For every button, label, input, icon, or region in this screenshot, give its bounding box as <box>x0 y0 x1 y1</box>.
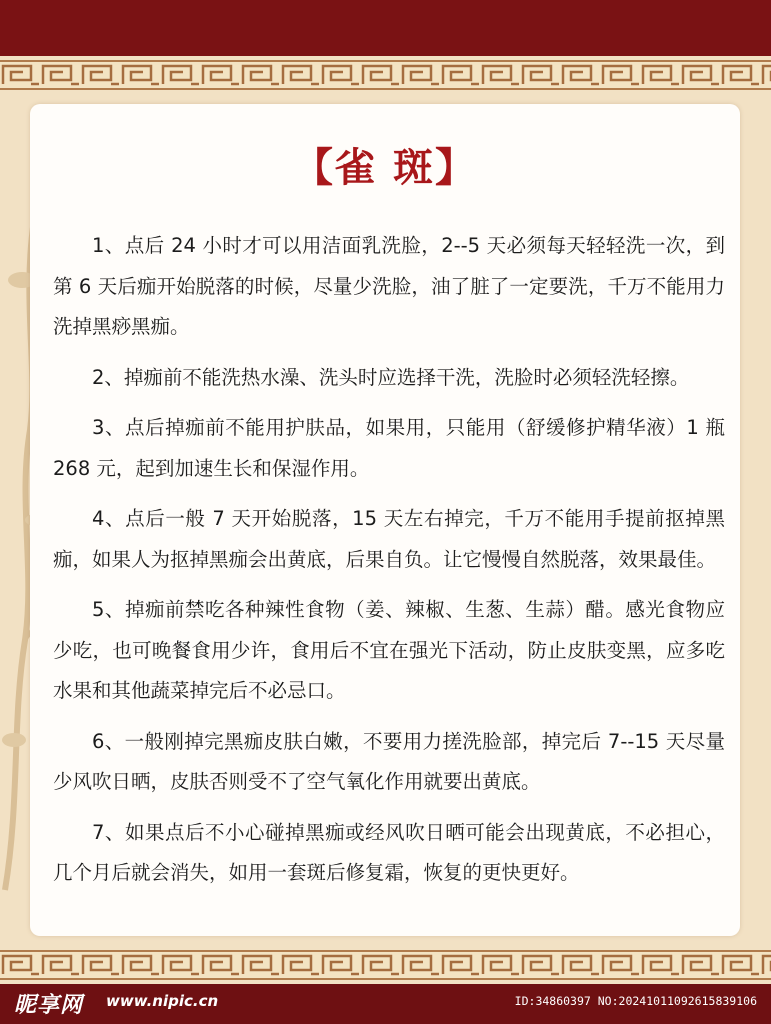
watermark-url: www.nipic.cn <box>106 992 219 1010</box>
list-item: 6、一般刚掉完黑痂皮肤白嫩，不要用力搓洗脸部，掉完后 7--15 天尽量少风吹日晒，皮肤否则受不了空气氧化作用就要出黄底。 <box>53 729 725 793</box>
page-title: 【雀 斑】 <box>293 145 477 191</box>
content-card <box>30 104 740 936</box>
fret-border-top <box>0 60 771 90</box>
list-item: 1、点后 24 小时才可以用洁面乳洗脸，2--5 天必须每天轻轻洗一次，到第 6 天后痂开始脱落的时候，尽量少洗脸，油了脏了一定要洗，千万不能用力洗掉黑痧黑痂。 <box>53 234 725 338</box>
list-item: 2、掉痂前不能洗热水澡、洗头时应选择干洗，洗脸时必须轻洗轻擦。 <box>92 365 690 389</box>
top-band <box>0 0 771 56</box>
list-item: 5、掉痂前禁吃各种辣性食物（姜、辣椒、生葱、生蒜）醋。感光食物应少吃，也可晚餐食用少许，食用后不宜在强光下活动，防止皮肤变黑，应多吃水果和其他蔬菜掉完后不必忌口。 <box>53 598 725 702</box>
watermark-logo: 昵享网 <box>14 993 84 1018</box>
fret-border-bottom <box>0 950 771 980</box>
watermark-id: ID:34860397 NO:20241011092615839106 <box>514 994 757 1008</box>
list-item: 3、点后掉痂前不能用护肤品，如果用，只能用（舒缓修护精华液）1 瓶 268 元，起到加速生长和保湿作用。 <box>53 416 725 480</box>
list-item: 7、如果点后不小心碰掉黑痂或经风吹日晒可能会出现黄底，不必担心，几个月后就会消失，如用一套斑后修复霜，恢复的更快更好。 <box>53 820 725 884</box>
instruction-list <box>53 226 725 904</box>
list-item: 4、点后一般 7 天开始脱落，15 天左右掉完，千万不能用手提前抠掉黑痂，如果人为抠掉黑痂会出黄底，后果自负。让它慢慢自然脱落，效果最佳。 <box>53 507 725 571</box>
